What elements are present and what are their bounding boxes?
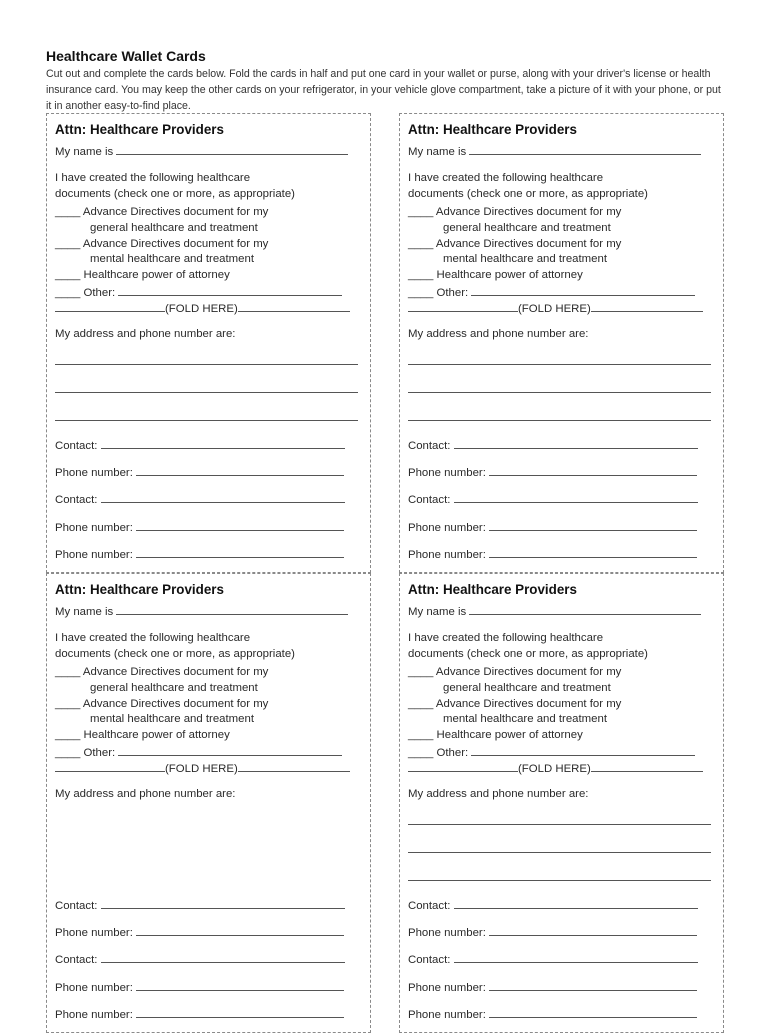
phone-field[interactable] (489, 519, 697, 531)
wallet-card (46, 573, 371, 1033)
address-label: My address and phone number are: (408, 328, 589, 340)
phone-field[interactable] (136, 464, 344, 476)
name-row (408, 603, 713, 620)
fold-line (55, 300, 360, 317)
option-label: Healthcare power of attorney (436, 729, 583, 741)
name-row (55, 143, 360, 160)
phone-row-3 (55, 1006, 360, 1023)
fold-rule-right (591, 760, 703, 772)
contact-label: Contact: (55, 440, 98, 452)
contact-label: Contact: (408, 900, 451, 912)
address-field-line[interactable] (408, 880, 711, 881)
address-field-line[interactable] (408, 392, 711, 393)
phone-row-1 (55, 924, 360, 941)
documents-intro-line2: documents (check one or more, as appropriate) (408, 188, 648, 200)
option-other (55, 744, 360, 761)
option-label: Healthcare power of attorney (83, 269, 230, 281)
card-title: Attn: Healthcare Providers (55, 582, 224, 597)
option-label-cont: mental healthcare and treatment (90, 713, 254, 725)
name-field[interactable] (469, 143, 701, 155)
phone-row-2 (55, 519, 360, 536)
option-healthcare-poa (408, 728, 713, 743)
option-advance-directives-mental (55, 697, 360, 712)
option-label: Advance Directives document for my (435, 238, 622, 250)
name-label: My name is (408, 606, 467, 618)
option-label: Advance Directives document for my (82, 666, 269, 678)
name-field[interactable] (469, 603, 701, 615)
phone-row-3 (408, 1006, 713, 1023)
address-field-line[interactable] (408, 364, 711, 365)
phone-field[interactable] (489, 924, 697, 936)
phone-field[interactable] (489, 979, 697, 991)
phone-row-2 (55, 979, 360, 996)
phone-row-2 (408, 519, 713, 536)
name-label: My name is (55, 146, 114, 158)
name-row (408, 143, 713, 160)
contact-field[interactable] (101, 437, 345, 449)
fold-line (55, 760, 360, 777)
phone-label: Phone number: (408, 927, 486, 939)
option-healthcare-poa (408, 268, 713, 283)
checkbox-blank[interactable]: ____ (55, 238, 81, 250)
phone-field[interactable] (489, 546, 697, 558)
wallet-card (399, 113, 724, 573)
contact-field[interactable] (454, 491, 698, 503)
other-label: Other: (436, 287, 469, 299)
fold-rule-right (591, 300, 703, 312)
checkbox-blank[interactable]: ____ (55, 698, 81, 710)
phone-row-1 (408, 924, 713, 941)
option-label-cont: general healthcare and treatment (443, 682, 611, 694)
contact-row-2 (55, 951, 360, 968)
fold-rule-left (408, 300, 518, 312)
address-field-line[interactable] (408, 824, 711, 825)
documents-intro-line2: documents (check one or more, as appropriate) (55, 188, 295, 200)
phone-row-1 (55, 464, 360, 481)
checkbox-blank[interactable]: ____ (408, 269, 434, 281)
contact-label: Contact: (55, 494, 98, 506)
option-advance-directives-general (408, 205, 713, 220)
card-title: Attn: Healthcare Providers (55, 122, 224, 137)
phone-row-3 (55, 546, 360, 563)
contact-row-1 (408, 897, 713, 914)
option-advance-directives-general (55, 205, 360, 220)
contact-label: Contact: (55, 954, 98, 966)
checkbox-blank[interactable]: ____ (408, 666, 434, 678)
wallet-card (399, 573, 724, 1033)
address-field-line[interactable] (55, 364, 358, 365)
option-label: Healthcare power of attorney (436, 269, 583, 281)
option-label-cont: mental healthcare and treatment (443, 713, 607, 725)
checkbox-blank[interactable]: ____ (55, 729, 81, 741)
option-other (408, 744, 713, 761)
address-field-line[interactable] (408, 852, 711, 853)
fold-label: (FOLD HERE) (165, 763, 238, 775)
option-label: Advance Directives document for my (82, 206, 269, 218)
other-label: Other: (83, 287, 116, 299)
other-label: Other: (83, 747, 116, 759)
phone-label: Phone number: (408, 982, 486, 994)
option-label: Advance Directives document for my (435, 206, 622, 218)
address-field-line[interactable] (408, 420, 711, 421)
option-label-cont: mental healthcare and treatment (443, 253, 607, 265)
phone-field[interactable] (489, 1006, 697, 1018)
fold-line (408, 300, 713, 317)
checkbox-blank[interactable]: ____ (408, 729, 434, 741)
contact-label: Contact: (408, 494, 451, 506)
other-label: Other: (436, 747, 469, 759)
contact-label: Contact: (408, 440, 451, 452)
name-label: My name is (55, 606, 114, 618)
checkbox-blank[interactable]: ____ (408, 238, 434, 250)
other-field[interactable] (471, 284, 695, 296)
option-advance-directives-general (55, 665, 360, 680)
option-advance-directives-mental (408, 697, 713, 712)
contact-field[interactable] (454, 437, 698, 449)
option-advance-directives-mental (408, 237, 713, 252)
contact-field[interactable] (454, 897, 698, 909)
contact-field[interactable] (101, 491, 345, 503)
contact-row-2 (408, 491, 713, 508)
contact-row-1 (55, 897, 360, 914)
address-field-line[interactable] (55, 392, 358, 393)
fold-label: (FOLD HERE) (518, 763, 591, 775)
phone-label: Phone number: (55, 982, 133, 994)
address-label: My address and phone number are: (55, 328, 236, 340)
address-field-line[interactable] (55, 420, 358, 421)
option-label: Advance Directives document for my (435, 698, 622, 710)
option-label-cont: general healthcare and treatment (443, 222, 611, 234)
option-label-cont: general healthcare and treatment (90, 222, 258, 234)
other-field[interactable] (118, 284, 342, 296)
contact-row-2 (408, 951, 713, 968)
phone-field[interactable] (136, 924, 344, 936)
documents-intro-line1: I have created the following healthcare (408, 632, 604, 644)
fold-rule-left (55, 300, 165, 312)
checkbox-blank[interactable]: ____ (55, 269, 81, 281)
wallet-card (46, 113, 371, 573)
name-label: My name is (408, 146, 467, 158)
documents-intro-line1: I have created the following healthcare (408, 172, 604, 184)
fold-rule-right (238, 300, 350, 312)
fold-label: (FOLD HERE) (518, 303, 591, 315)
phone-field[interactable] (136, 1006, 344, 1018)
other-field[interactable] (471, 744, 695, 756)
document-title: Healthcare Wallet Cards (46, 48, 206, 64)
checkbox-blank[interactable]: ____ (55, 206, 81, 218)
phone-field[interactable] (136, 979, 344, 991)
contact-row-1 (55, 437, 360, 454)
option-label: Advance Directives document for my (82, 238, 269, 250)
phone-label: Phone number: (55, 549, 133, 561)
address-label: My address and phone number are: (55, 788, 236, 800)
option-healthcare-poa (55, 268, 360, 283)
documents-intro-line2: documents (check one or more, as appropriate) (55, 648, 295, 660)
option-label: Healthcare power of attorney (83, 729, 230, 741)
option-advance-directives-mental (55, 237, 360, 252)
checkbox-blank[interactable]: ____ (408, 747, 434, 759)
option-label: Advance Directives document for my (435, 666, 622, 678)
fold-line (408, 760, 713, 777)
contact-row-1 (408, 437, 713, 454)
fold-rule-left (408, 760, 518, 772)
documents-intro-line2: documents (check one or more, as appropriate) (408, 648, 648, 660)
contact-label: Contact: (55, 900, 98, 912)
contact-row-2 (55, 491, 360, 508)
phone-field[interactable] (489, 464, 697, 476)
phone-row-3 (408, 546, 713, 563)
checkbox-blank[interactable]: ____ (408, 287, 434, 299)
contact-field[interactable] (101, 897, 345, 909)
phone-label: Phone number: (55, 522, 133, 534)
fold-rule-right (238, 760, 350, 772)
option-label: Advance Directives document for my (82, 698, 269, 710)
instructions-paragraph: Cut out and complete the cards below. Fold the cards in half and put one card in your wallet or purse, along with your driver's license or health insurance card. You may keep the other cards on your refrigerator, in your vehicle glove compartment, take a picture of it with your phone, or put it in another easy-to-find place. (46, 68, 721, 112)
phone-field[interactable] (136, 519, 344, 531)
phone-label: Phone number: (408, 1009, 486, 1021)
contact-field[interactable] (101, 951, 345, 963)
checkbox-blank[interactable]: ____ (408, 206, 434, 218)
documents-intro-line1: I have created the following healthcare (55, 632, 251, 644)
option-other (55, 284, 360, 301)
checkbox-blank[interactable]: ____ (55, 666, 81, 678)
phone-label: Phone number: (408, 467, 486, 479)
phone-field[interactable] (136, 546, 344, 558)
phone-row-1 (408, 464, 713, 481)
name-field[interactable] (116, 143, 348, 155)
option-label-cont: general healthcare and treatment (90, 682, 258, 694)
name-field[interactable] (116, 603, 348, 615)
checkbox-blank[interactable]: ____ (55, 287, 81, 299)
phone-label: Phone number: (408, 522, 486, 534)
option-other (408, 284, 713, 301)
card-title: Attn: Healthcare Providers (408, 582, 577, 597)
card-title: Attn: Healthcare Providers (408, 122, 577, 137)
checkbox-blank[interactable]: ____ (408, 698, 434, 710)
phone-label: Phone number: (55, 467, 133, 479)
phone-row-2 (408, 979, 713, 996)
option-label-cont: mental healthcare and treatment (90, 253, 254, 265)
phone-label: Phone number: (408, 549, 486, 561)
other-field[interactable] (118, 744, 342, 756)
option-healthcare-poa (55, 728, 360, 743)
contact-label: Contact: (408, 954, 451, 966)
fold-label: (FOLD HERE) (165, 303, 238, 315)
contact-field[interactable] (454, 951, 698, 963)
fold-rule-left (55, 760, 165, 772)
option-advance-directives-general (408, 665, 713, 680)
checkbox-blank[interactable]: ____ (55, 747, 81, 759)
phone-label: Phone number: (55, 1009, 133, 1021)
name-row (55, 603, 360, 620)
documents-intro-line1: I have created the following healthcare (55, 172, 251, 184)
phone-label: Phone number: (55, 927, 133, 939)
address-label: My address and phone number are: (408, 788, 589, 800)
